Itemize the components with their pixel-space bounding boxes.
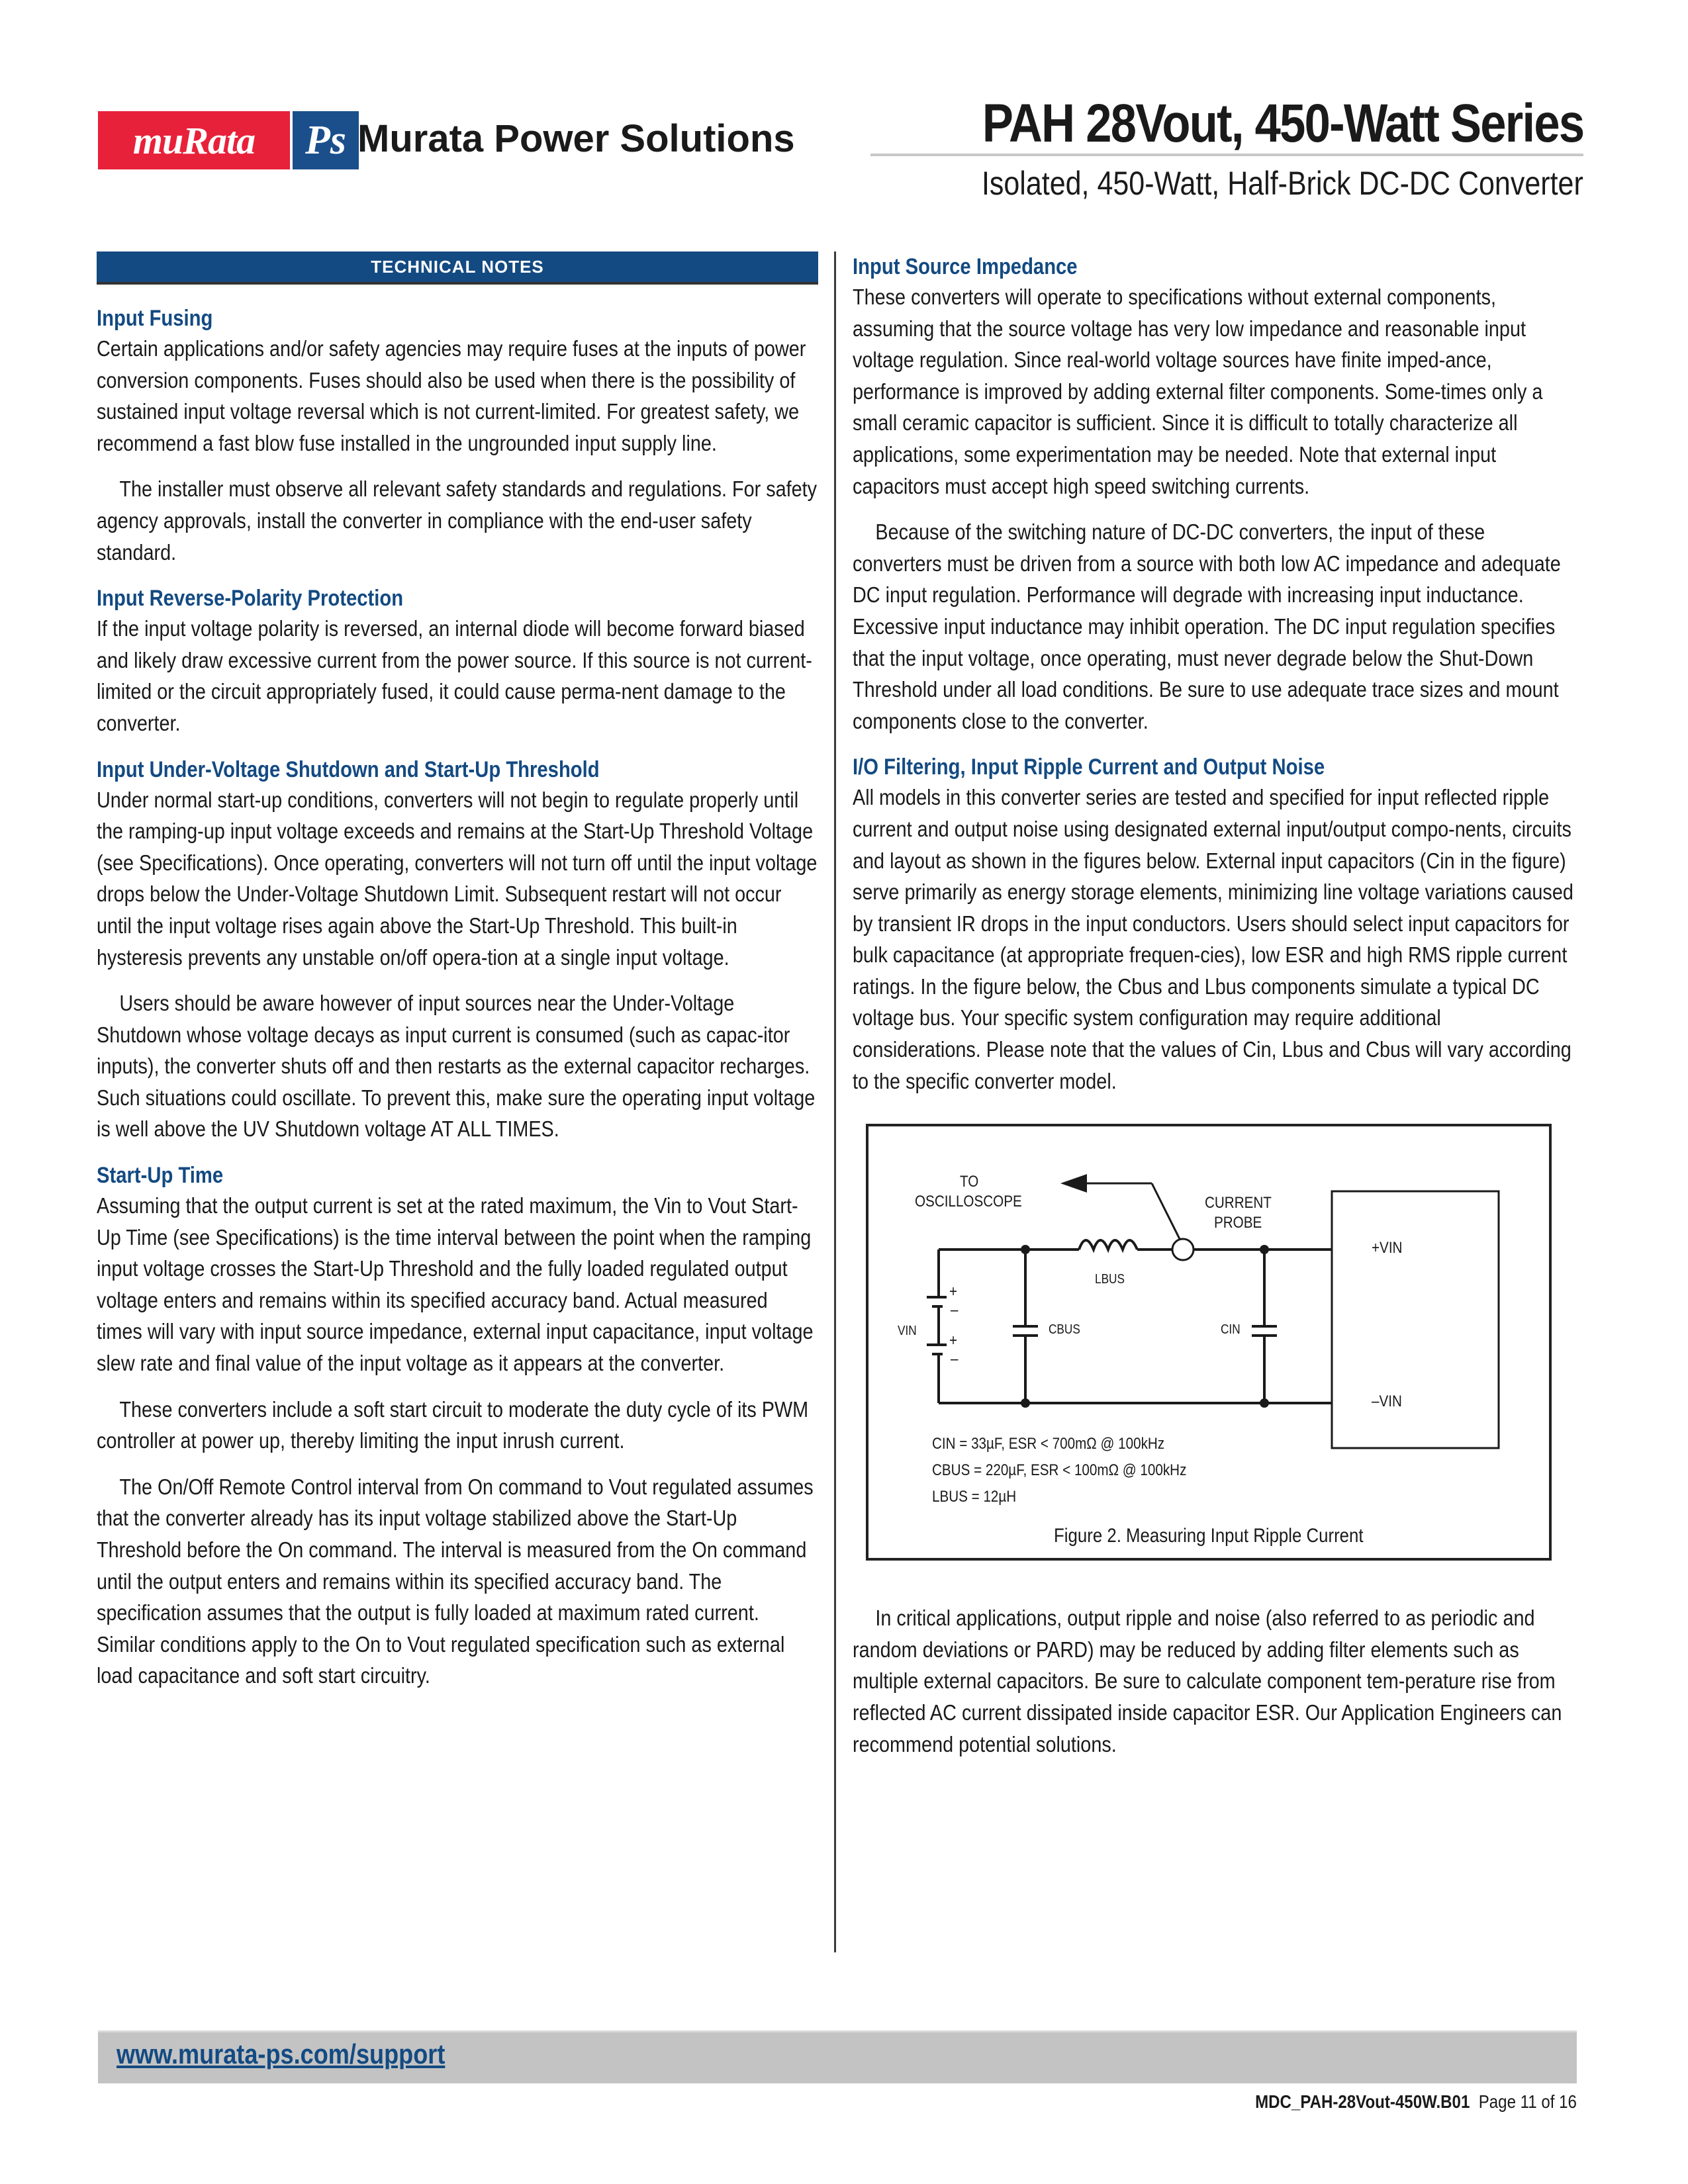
- technical-notes-banner: TECHNICAL NOTES: [97, 251, 818, 285]
- label-minus-vin: –VIN: [1372, 1392, 1402, 1411]
- paragraph: These converters will operate to specifications without external components, assuming that the source voltage has very low impedance and reasonable input voltage regulation. Since real-world voltage sources have finite imped-ance, performance is improved by adding external filter components. Some-times only a small ceramic capacitor is sufficient. Since it is difficult to totally characterize all applications, some experimentation may be needed. Note that external input capacitors must accept high speed switching currents.: [853, 285, 1543, 499]
- heading-input-source-impedance: Input Source Impedance: [853, 254, 1078, 279]
- page-subtitle: Isolated, 450-Watt, Half-Brick DC-DC Converter: [982, 165, 1583, 202]
- label-cin: CIN: [1221, 1322, 1241, 1338]
- note-lbus: LBUS = 12µH: [932, 1488, 1017, 1506]
- battery-minus: –: [951, 1350, 959, 1369]
- battery-plus: +: [949, 1283, 958, 1301]
- murata-logo: [98, 111, 359, 169]
- paragraph: Under normal start-up conditions, converters will not begin to regulate properly until the ramping-up input voltage exceeds and remains at the Start-Up Threshold Voltage (see Specifications). Once operating, converters will not turn off until the input voltage drops below the Under-Voltage Shutdown Limit. Subsequent restart will not occur until the input voltage rises again above the Start-Up Threshold. This built-in hysteresis prevents any unstable on/off opera-tion at a single input voltage.: [97, 788, 818, 970]
- label-current: CURRENT: [1205, 1194, 1272, 1212]
- paragraph: In critical applications, output ripple and noise (also referred to as periodic and random deviations or PARD) may be reduced by adding filter elements such as multiple external capacitors. Be sure to calculate component tem-perature rise from reflected AC current dissipated inside capacitor ESR. Our Application Engineers can recommend potential solutions.: [853, 1606, 1562, 1757]
- heading-input-fusing: Input Fusing: [97, 306, 213, 331]
- support-link[interactable]: www.murata-ps.com/support: [117, 2038, 445, 2070]
- paragraph: All models in this converter series are tested and specified for input reflected ripple current and output noise using designated external input/output compo-nents, circuits and layout as shown in the figures below. External input capacitors (Cin in the figure) serve primarily as energy storage elements, minimizing line voltage variations caused by transient IR drops in the input conductors. Users should select input capacitors for bulk capacitance (at appropriate frequen-cies), low ESR and high RMS ripple current ratings. In the figure below, the Cbus and Lbus components simulate a typical DC voltage bus. Your specific system configuration may require additional considerations. Please note that the values of Cin, Lbus and Cbus will vary according to the specific converter model.: [853, 786, 1573, 1094]
- label-oscilloscope: OSCILLOSCOPE: [915, 1193, 1022, 1211]
- paragraph: Certain applications and/or safety agencies may require fuses at the inputs of power conversion components. Fuses should also be used when there is the possibility of sustained input voltage reversal which is not current-limited. For greatest safety, we recommend a fast blow fuse installed in the ungrounded input supply line.: [97, 337, 806, 456]
- heading-start-up-time: Start-Up Time: [97, 1163, 224, 1189]
- battery-plus: +: [949, 1332, 958, 1350]
- label-lbus: LBUS: [1095, 1272, 1125, 1287]
- heading-io-filtering: I/O Filtering, Input Ripple Current and Output Noise: [853, 754, 1325, 780]
- page-number: Page 11 of 16: [1478, 2091, 1577, 2112]
- page-title: PAH 28Vout, 450-Watt Series: [982, 93, 1583, 154]
- figure-caption: Figure 2. Measuring Input Ripple Current: [1054, 1525, 1364, 1547]
- heading-reverse-polarity: Input Reverse-Polarity Protection: [97, 586, 404, 612]
- paragraph: These converters include a soft start circuit to moderate the duty cycle of its PWM controller at power up, thereby limiting the input inrush current.: [97, 1397, 809, 1454]
- left-column: [97, 251, 818, 1692]
- label-to: TO: [960, 1173, 979, 1191]
- note-cin: CIN = 33µF, ESR < 700mΩ @ 100kHz: [932, 1435, 1165, 1453]
- brand-name: Murata Power Solutions: [357, 117, 795, 160]
- column-divider: [834, 251, 836, 1952]
- logo-murata-wordmark: muRata: [98, 111, 290, 169]
- doc-code: MDC_PAH-28Vout-450W.B01: [1255, 2091, 1470, 2112]
- label-probe: PROBE: [1214, 1214, 1262, 1232]
- title-divider: [870, 154, 1583, 156]
- paragraph: The On/Off Remote Control interval from On command to Vout regulated assumes that the converter already has its input voltage stabilized above the Start-Up Threshold before the On command. The interval is measured from the On command until the output enters and remains within its specified accuracy band. The specification assumes that the output is fully loaded at maximum rated current. Similar conditions apply to the On to Vout regulated specification such as external load capacitance and soft start circuitry.: [97, 1475, 814, 1689]
- paragraph: Assuming that the output current is set at the rated maximum, the Vin to Vout Start-Up Time (see Specifications) is the time interval between the point when the ramping input voltage crosses the Start-Up Threshold and the fully loaded regulated output voltage enters and remains within its specified accuracy band. Actual measured times will vary with input source impedance, external input capacitance, input voltage slew rate and final value of the input voltage as it appears at the converter.: [97, 1194, 814, 1377]
- label-plus-vin: +VIN: [1372, 1239, 1403, 1257]
- heading-under-voltage: Input Under-Voltage Shutdown and Start-Up Threshold: [97, 756, 600, 782]
- label-vin: VIN: [898, 1324, 917, 1339]
- logo-ps-mark: Ps: [293, 111, 359, 169]
- paragraph: If the input voltage polarity is reversed, an internal diode will become forward biased and likely draw excessive current from the power source. If this source is not current-limited or the circuit appropriately fused, it could cause perma-nent damage to the converter.: [97, 617, 812, 736]
- label-cbus: CBUS: [1049, 1322, 1080, 1338]
- paragraph: Users should be aware however of input sources near the Under-Voltage Shutdown whose voltage decays as input current is consumed (such as capac-itor inputs), the converter shuts off and then restarts as the external capacitor recharges. Such situations could oscillate. To prevent this, make sure the operating input voltage is well above the UV Shutdown voltage AT ALL TIMES.: [97, 991, 816, 1142]
- battery-minus: –: [951, 1301, 959, 1320]
- right-column: [853, 251, 1574, 1760]
- footer-meta: [1255, 2091, 1577, 2113]
- input-ripple-circuit-figure: [866, 1124, 1552, 1561]
- note-cbus: CBUS = 220µF, ESR < 100mΩ @ 100kHz: [932, 1461, 1187, 1480]
- paragraph: The installer must observe all relevant safety standards and regulations. For safety agency approvals, install the converter in compliance with the end-user safety standard.: [97, 477, 818, 565]
- paragraph: Because of the switching nature of DC-DC converters, the input of these converters must be driven from a source with both low AC impedance and adequate DC input regulation. Performance will degrade with increasing input inductance. Excessive input inductance may inhibit operation. The DC input regulation specifies that the input voltage, once operating, must never degrade below the Shut-Down Threshold under all load conditions. Be sure to use adequate trace sizes and mount components close to the converter.: [853, 520, 1561, 734]
